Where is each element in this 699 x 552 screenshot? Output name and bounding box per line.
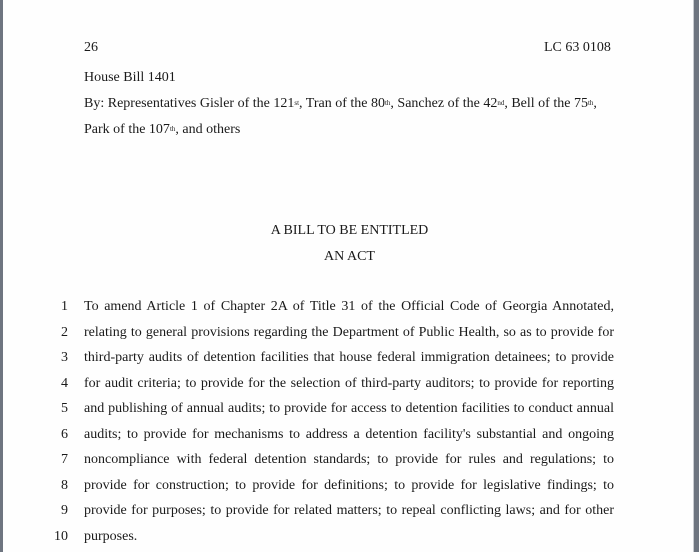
line-text: purposes.	[84, 529, 138, 544]
line-text: To amend Article 1 of Chapter 2A of Title 31 of the Official Code of Georgia Annotated,	[84, 299, 614, 314]
bill-heading: A BILL TO BE ENTITLED	[270, 223, 429, 238]
sponsors-line-1	[84, 96, 597, 112]
ordinal-suffix: th	[384, 99, 391, 107]
sponsor-text: , Sanchez of the 42	[390, 96, 498, 111]
line-number: 5	[61, 401, 68, 416]
line-text: noncompliance with federal detention standards; to provide for rules and regulations; to	[84, 452, 614, 467]
sponsor-text: , Tran of the 80	[299, 96, 385, 111]
sponsor-text: By: Representatives Gisler of the 121	[84, 96, 295, 111]
window-right-border	[693, 0, 699, 552]
page-number: 26	[84, 40, 98, 55]
line-text: provide for construction; to provide for definitions; to provide for legislative findings; to	[84, 478, 614, 493]
ordinal-suffix: st	[294, 99, 300, 107]
line-number: 3	[61, 350, 68, 365]
sponsors-line-2	[84, 122, 240, 138]
line-number: 1	[61, 299, 68, 314]
line-text: provide for purposes; to provide for related matters; to repeal conflicting laws; and for other	[84, 503, 614, 518]
line-number: 9	[61, 503, 68, 518]
line-number: 8	[61, 478, 68, 493]
line-text: relating to general provisions regarding the Department of Public Health, so as to provide for	[84, 325, 614, 340]
line-number: 2	[61, 325, 68, 340]
line-number: 7	[61, 452, 68, 467]
line-text: third-party audits of detention facilities that house federal immigration detainees; to provide	[84, 350, 614, 365]
ordinal-suffix: th	[587, 99, 594, 107]
ordinal-suffix: th	[169, 125, 176, 133]
sponsor-text: ,	[593, 96, 597, 111]
sponsor-text: , Bell of the 75	[504, 96, 588, 111]
ordinal-suffix: nd	[497, 99, 505, 107]
line-number: 4	[61, 376, 68, 391]
sponsor-text: , and others	[175, 122, 241, 137]
sponsor-text: Park of the 107	[84, 122, 170, 137]
lc-code: LC 63 0108	[544, 40, 611, 55]
line-text: for audit criteria; to provide for the selection of third-party auditors; to provide for reporting	[84, 376, 614, 391]
line-text: and publishing of annual audits; to provide for access to detention facilities to conduct annual	[84, 401, 614, 416]
act-heading: AN ACT	[324, 249, 375, 264]
line-number: 10	[54, 529, 68, 544]
bill-title: House Bill 1401	[84, 70, 176, 85]
line-text: audits; to provide for mechanisms to address a detention facility's substantial and ongoing	[84, 427, 614, 442]
line-number: 6	[61, 427, 68, 442]
